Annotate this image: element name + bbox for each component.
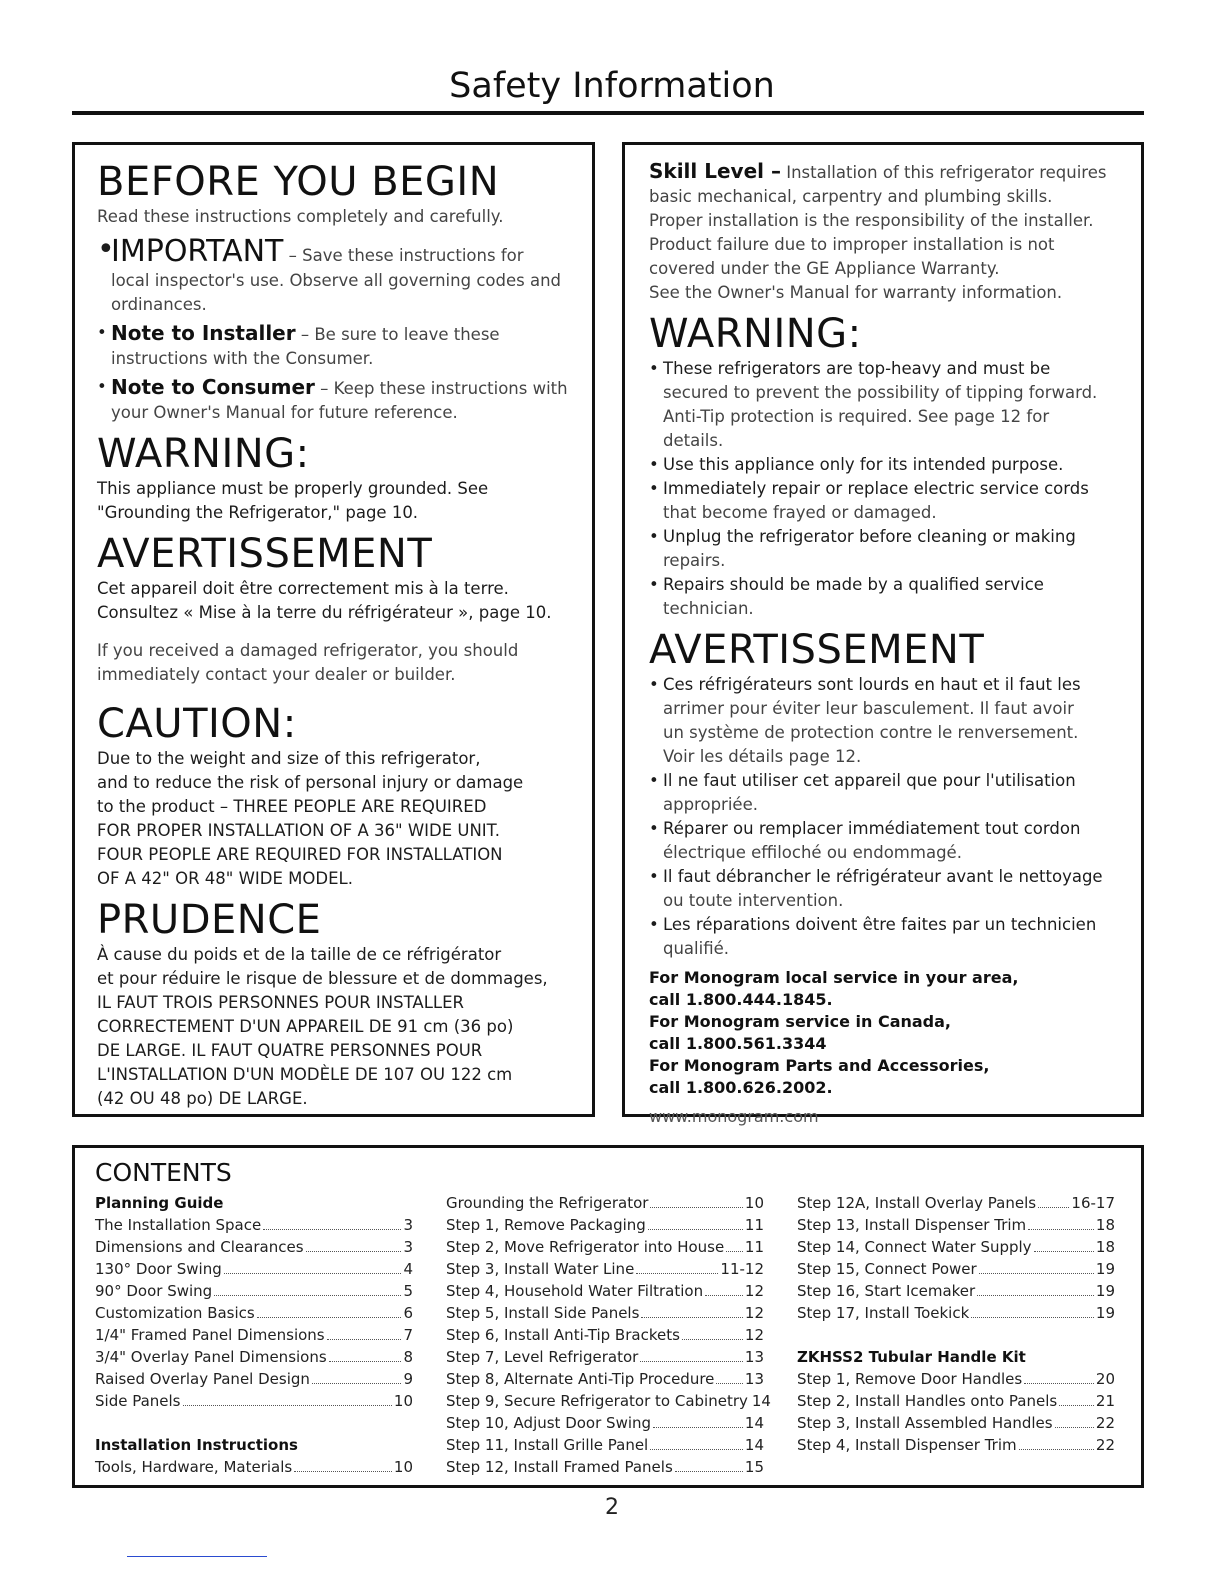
leader-dots — [650, 1192, 742, 1208]
contents-entry — [95, 1368, 413, 1390]
avertissement-bullets — [649, 673, 1121, 961]
contents-panel — [72, 1145, 1144, 1488]
bullet-text: repairs. — [663, 551, 726, 570]
bullet-icon: • — [97, 232, 115, 267]
entry-title: 130° Door Swing — [95, 1260, 222, 1278]
entry-title: Step 6, Install Anti-Tip Brackets — [446, 1326, 680, 1344]
contents-title: CONTENTS — [95, 1158, 232, 1187]
entry-page: 19 — [1095, 1260, 1115, 1278]
bullet-text: Voir les détails page 12. — [663, 747, 862, 766]
bullet-text: un système de protection contre le renversement. — [663, 723, 1079, 742]
before-you-begin-heading: BEFORE YOU BEGIN — [97, 159, 500, 205]
bullet-text: ou toute intervention. — [663, 891, 844, 910]
entry-page: 10 — [393, 1392, 413, 1410]
leader-dots — [682, 1324, 743, 1340]
entry-title: Step 12, Install Framed Panels — [446, 1458, 673, 1476]
consumer-text: your Owner's Manual for future reference. — [111, 403, 458, 422]
damaged-text: If you received a damaged refrigerator, you should — [97, 641, 519, 660]
contents-entry — [95, 1390, 413, 1412]
entry-title: Step 9, Secure Refrigerator to Cabinetry — [446, 1392, 748, 1410]
footer-line — [127, 1556, 267, 1557]
entry-title: Step 17, Install Toekick — [797, 1304, 970, 1322]
leader-dots — [1028, 1214, 1094, 1230]
website-link[interactable]: www.monogram.com — [649, 1107, 819, 1126]
leader-dots — [1059, 1390, 1094, 1406]
before-you-begin-panel — [72, 142, 595, 1117]
bullet-text: technician. — [663, 599, 754, 618]
entry-title: Customization Basics — [95, 1304, 255, 1322]
avertissement-item — [649, 769, 1121, 817]
entry-page: 9 — [403, 1370, 413, 1388]
entry-title: Step 4, Household Water Filtration — [446, 1282, 704, 1300]
bullet-text: secured to prevent the possibility of tipping forward. — [663, 383, 1098, 402]
contents-entry — [446, 1346, 764, 1368]
entry-title: 3/4" Overlay Panel Dimensions — [95, 1348, 327, 1366]
leader-dots — [641, 1302, 742, 1318]
skill-line: covered under the GE Appliance Warranty. — [649, 259, 1000, 278]
leader-dots — [1019, 1434, 1094, 1450]
bullet-text: These refrigerators are top-heavy and must be — [663, 359, 1051, 378]
entry-title: Step 11, Install Grille Panel — [446, 1436, 649, 1454]
bullet-text: Il faut débrancher le réfrigérateur avant le nettoyage — [663, 867, 1103, 886]
entry-title: Step 16, Start Icemaker — [797, 1282, 976, 1300]
leader-dots — [329, 1346, 402, 1362]
entry-title: Dimensions and Clearances — [95, 1238, 304, 1256]
bullet-icon: • — [649, 675, 659, 694]
warning-item — [649, 573, 1121, 621]
prudence-line: L'INSTALLATION D'UN MODÈLE DE 107 OU 122 cm — [97, 1065, 513, 1084]
entry-title: Step 1, Remove Packaging — [446, 1216, 646, 1234]
bullet-text: that become frayed or damaged. — [663, 503, 937, 522]
contact-info — [649, 967, 1121, 1099]
leader-dots — [726, 1236, 743, 1252]
contents-entry — [797, 1302, 1115, 1324]
contents-entry — [446, 1390, 771, 1412]
leader-dots — [650, 1434, 743, 1450]
entry-page: 7 — [403, 1326, 413, 1344]
contents-entry — [797, 1236, 1115, 1258]
caution-line: FOR PROPER INSTALLATION OF A 36" WIDE UNIT. — [97, 821, 501, 840]
contents-entry — [797, 1390, 1115, 1412]
prudence-heading: PRUDENCE — [97, 897, 322, 943]
skill-line: See the Owner's Manual for warranty information. — [649, 283, 1063, 302]
contact-line: call 1.800.561.3344 — [649, 1034, 827, 1053]
entry-title: Step 2, Move Refrigerator into House — [446, 1238, 725, 1256]
entry-page: 4 — [403, 1260, 413, 1278]
bullet-text: Use this appliance only for its intended purpose. — [663, 455, 1064, 474]
warning-bullets — [649, 357, 1121, 621]
contents-entry — [797, 1214, 1115, 1236]
contents-entry — [797, 1434, 1115, 1456]
bullet-text: Repairs should be made by a qualified service — [663, 575, 1044, 594]
leader-dots — [312, 1368, 402, 1384]
skill-level-text — [649, 159, 1121, 185]
entry-title: Step 8, Alternate Anti-Tip Procedure — [446, 1370, 715, 1388]
avertissement-item — [649, 673, 1121, 769]
contents-entry — [446, 1324, 764, 1346]
warning-text: "Grounding the Refrigerator," page 10. — [97, 503, 419, 522]
caution-line: Due to the weight and size of this refrigerator, — [97, 749, 481, 768]
bullet-text: Anti-Tip protection is required. See page 12 for — [663, 407, 1050, 426]
warning-heading-right: WARNING: — [649, 311, 862, 357]
contents-entry — [797, 1192, 1115, 1214]
bullet-icon: • — [649, 527, 659, 546]
bullet-icon: • — [649, 915, 659, 934]
entry-page: 22 — [1095, 1436, 1115, 1454]
entry-page: 13 — [744, 1348, 764, 1366]
leader-dots — [648, 1214, 743, 1230]
leader-dots — [1055, 1412, 1094, 1428]
contents-column-2 — [446, 1192, 771, 1478]
bullet-text: details. — [663, 431, 724, 450]
entry-page: 14 — [744, 1414, 764, 1432]
bullet-icon: • — [97, 323, 107, 342]
entry-title: Grounding the Refrigerator — [446, 1194, 649, 1212]
bullet-icon: • — [649, 359, 659, 378]
warning-item — [649, 357, 1121, 453]
leader-dots — [1034, 1236, 1094, 1252]
prudence-text — [97, 943, 574, 1111]
leader-dots — [263, 1214, 401, 1230]
entry-title: Step 7, Level Refrigerator — [446, 1348, 639, 1366]
entry-title: Step 12A, Install Overlay Panels — [797, 1194, 1037, 1212]
installer-text: – Be sure to leave these — [295, 325, 500, 344]
planning-guide-heading: Planning Guide — [95, 1194, 224, 1212]
contact-line: call 1.800.626.2002. — [649, 1078, 833, 1097]
entry-title: Step 3, Install Assembled Handles — [797, 1414, 1053, 1432]
leader-dots — [214, 1280, 401, 1296]
skill-warning-panel — [622, 142, 1144, 1126]
leader-dots — [1024, 1368, 1094, 1384]
contents-entry — [95, 1214, 413, 1236]
entry-title: Step 13, Install Dispenser Trim — [797, 1216, 1027, 1234]
important-text: – Save these instructions for — [283, 246, 524, 265]
entry-title: 90° Door Swing — [95, 1282, 213, 1300]
entry-title: Step 10, Adjust Door Swing — [446, 1414, 652, 1432]
entry-title: 1/4" Framed Panel Dimensions — [95, 1326, 325, 1344]
entry-page: 11 — [744, 1216, 764, 1234]
entry-page: 15 — [744, 1458, 764, 1476]
contents-entry — [95, 1346, 413, 1368]
leader-dots — [977, 1280, 1094, 1296]
skill-level-label: Skill Level – — [649, 159, 781, 183]
entry-page: 18 — [1095, 1216, 1115, 1234]
bullet-text: Il ne faut utiliser cet appareil que pour l'utilisation — [663, 771, 1076, 790]
contents-entry — [797, 1258, 1115, 1280]
skill-lines — [649, 185, 1121, 305]
entry-title: Tools, Hardware, Materials — [95, 1458, 293, 1476]
contact-line: For Monogram Parts and Accessories, — [649, 1056, 990, 1075]
bullet-text: Immediately repair or replace electric service cords — [663, 479, 1089, 498]
installer-text: instructions with the Consumer. — [111, 349, 374, 368]
warning-item — [649, 453, 1121, 477]
entry-title: The Installation Space — [95, 1216, 262, 1234]
contents-entry — [446, 1302, 764, 1324]
warning-heading: WARNING: — [97, 431, 310, 477]
caution-text — [97, 747, 574, 891]
entry-title: Step 5, Install Side Panels — [446, 1304, 640, 1322]
before-you-begin-text: Read these instructions completely and carefully. — [97, 207, 504, 226]
page-number: 2 — [605, 1495, 619, 1520]
entry-page: 6 — [403, 1304, 413, 1322]
contents-entry — [95, 1324, 413, 1346]
skill-line: Product failure due to improper installation is not — [649, 235, 1055, 254]
entry-title: Step 15, Connect Power — [797, 1260, 977, 1278]
prudence-line: (42 OU 48 po) DE LARGE. — [97, 1089, 308, 1108]
prudence-line: IL FAUT TROIS PERSONNES POUR INSTALLER — [97, 993, 464, 1012]
title-rule — [72, 111, 1144, 115]
entry-page: 12 — [744, 1304, 764, 1322]
leader-dots — [306, 1236, 402, 1252]
contents-entry — [446, 1456, 764, 1478]
avertissement-item — [649, 865, 1121, 913]
bullet-icon: • — [97, 377, 107, 396]
bullet-text: Réparer ou remplacer immédiatement tout cordon — [663, 819, 1081, 838]
avertissement-text: Consultez « Mise à la terre du réfrigérateur », page 10. — [97, 603, 552, 622]
entry-page: 16-17 — [1071, 1194, 1115, 1212]
bullet-text: électrique effiloché ou endommagé. — [663, 843, 962, 862]
entry-title: Step 14, Connect Water Supply — [797, 1238, 1032, 1256]
leader-dots — [327, 1324, 402, 1340]
entry-page: 22 — [1095, 1414, 1115, 1432]
installation-instructions-heading: Installation Instructions — [95, 1436, 298, 1454]
caution-line: OF A 42" OR 48" WIDE MODEL. — [97, 869, 353, 888]
entry-page: 3 — [403, 1216, 413, 1234]
caution-heading: CAUTION: — [97, 701, 297, 747]
contents-entry — [95, 1258, 413, 1280]
leader-dots — [294, 1456, 392, 1472]
contents-entry — [797, 1412, 1115, 1434]
avertissement-item — [649, 817, 1121, 865]
entry-page: 13 — [744, 1370, 764, 1388]
entry-title: Raised Overlay Panel Design — [95, 1370, 310, 1388]
entry-title: Side Panels — [95, 1392, 181, 1410]
entry-page: 20 — [1095, 1370, 1115, 1388]
leader-dots — [675, 1456, 743, 1472]
caution-line: and to reduce the risk of personal injury or damage — [97, 773, 524, 792]
bullet-text: appropriée. — [663, 795, 758, 814]
contents-entry — [446, 1434, 764, 1456]
skill-text: Installation of this refrigerator requires — [780, 163, 1107, 182]
entry-page: 19 — [1095, 1282, 1115, 1300]
entry-page: 14 — [751, 1392, 771, 1410]
entry-page: 10 — [744, 1194, 764, 1212]
contents-entry — [446, 1412, 764, 1434]
leader-dots — [183, 1390, 392, 1406]
leader-dots — [971, 1302, 1094, 1318]
prudence-line: et pour réduire le risque de blessure et de dommages, — [97, 969, 548, 988]
warning-item — [649, 525, 1121, 573]
contact-line: For Monogram local service in your area, — [649, 968, 1019, 987]
skill-line: basic mechanical, carpentry and plumbing skills. — [649, 187, 1053, 206]
contents-entry — [95, 1236, 413, 1258]
bullet-text: arrimer pour éviter leur basculement. Il faut avoir — [663, 699, 1074, 718]
bullet-text: qualifié. — [663, 939, 729, 958]
leader-dots — [979, 1258, 1094, 1274]
prudence-line: À cause du poids et de la taille de ce réfrigérator — [97, 945, 502, 964]
entry-page: 3 — [403, 1238, 413, 1256]
entry-page: 10 — [393, 1458, 413, 1476]
contents-column-1 — [95, 1192, 413, 1478]
contents-entry — [95, 1280, 413, 1302]
contents-column-3 — [797, 1192, 1115, 1456]
leader-dots — [653, 1412, 743, 1428]
avertissement-text: Cet appareil doit être correctement mis à la terre. — [97, 579, 509, 598]
entry-title: Step 2, Install Handles onto Panels — [797, 1392, 1058, 1410]
leader-dots — [1038, 1192, 1069, 1208]
avertissement-heading-right: AVERTISSEMENT — [649, 627, 985, 673]
entry-page: 19 — [1095, 1304, 1115, 1322]
bullet-icon: • — [649, 479, 659, 498]
caution-line: FOUR PEOPLE ARE REQUIRED FOR INSTALLATION — [97, 845, 503, 864]
avertissement-item — [649, 913, 1121, 961]
contact-line: call 1.800.444.1845. — [649, 990, 833, 1009]
avertissement-heading: AVERTISSEMENT — [97, 531, 433, 577]
entry-page: 8 — [403, 1348, 413, 1366]
contents-entry — [446, 1192, 764, 1214]
entry-page: 11-12 — [720, 1260, 764, 1278]
caution-line: to the product – THREE PEOPLE ARE REQUIRED — [97, 797, 487, 816]
leader-dots — [705, 1280, 743, 1296]
bullet-text: Unplug the refrigerator before cleaning or making — [663, 527, 1076, 546]
contents-entry — [446, 1368, 764, 1390]
bullet-icon: • — [649, 771, 659, 790]
bullet-icon: • — [649, 867, 659, 886]
installer-note — [97, 321, 574, 371]
leader-dots — [640, 1346, 743, 1362]
warning-item — [649, 477, 1121, 525]
entry-title: Step 4, Install Dispenser Trim — [797, 1436, 1017, 1454]
contents-entry — [446, 1280, 764, 1302]
leader-dots — [716, 1368, 743, 1384]
entry-page: 18 — [1095, 1238, 1115, 1256]
bullet-icon: • — [649, 575, 659, 594]
contents-entry — [95, 1302, 413, 1324]
consumer-note — [97, 375, 574, 425]
prudence-line: DE LARGE. IL FAUT QUATRE PERSONNES POUR — [97, 1041, 483, 1060]
damaged-text: immediately contact your dealer or builder. — [97, 665, 456, 684]
contents-entry — [797, 1368, 1115, 1390]
entry-page: 14 — [744, 1436, 764, 1454]
skill-line: Proper installation is the responsibility of the installer. — [649, 211, 1094, 230]
important-text: local inspector's use. Observe all governing codes and — [111, 271, 561, 290]
installer-label: Note to Installer — [111, 321, 296, 345]
prudence-line: CORRECTEMENT D'UN APPAREIL DE 91 cm (36 po) — [97, 1017, 514, 1036]
bullet-icon: • — [649, 819, 659, 838]
consumer-label: Note to Consumer — [111, 375, 315, 399]
consumer-text: – Keep these instructions with — [314, 379, 568, 398]
entry-page: 21 — [1095, 1392, 1115, 1410]
contents-entry — [446, 1236, 764, 1258]
leader-dots — [257, 1302, 402, 1318]
entry-page: 11 — [744, 1238, 764, 1256]
bullet-text: Les réparations doivent être faites par un technicien — [663, 915, 1097, 934]
contents-entry — [446, 1258, 764, 1280]
important-text: ordinances. — [111, 295, 207, 314]
contents-entry — [797, 1280, 1115, 1302]
contents-entry — [95, 1456, 413, 1478]
entry-page: 12 — [744, 1282, 764, 1300]
entry-title: Step 3, Install Water Line — [446, 1260, 635, 1278]
bullet-text: Ces réfrigérateurs sont lourds en haut et il faut les — [663, 675, 1081, 694]
contact-line: For Monogram service in Canada, — [649, 1012, 951, 1031]
page-title: Safety Information — [449, 66, 775, 106]
contents-entry — [446, 1214, 764, 1236]
warning-text: This appliance must be properly grounded. See — [97, 479, 489, 498]
handle-kit-heading: ZKHSS2 Tubular Handle Kit — [797, 1348, 1026, 1366]
entry-page: 5 — [403, 1282, 413, 1300]
leader-dots — [224, 1258, 402, 1274]
bullet-icon: • — [649, 455, 659, 474]
leader-dots — [636, 1258, 718, 1274]
important-label: IMPORTANT — [111, 234, 284, 269]
entry-title: Step 1, Remove Door Handles — [797, 1370, 1023, 1388]
entry-page: 12 — [744, 1326, 764, 1344]
important-note — [97, 232, 574, 317]
